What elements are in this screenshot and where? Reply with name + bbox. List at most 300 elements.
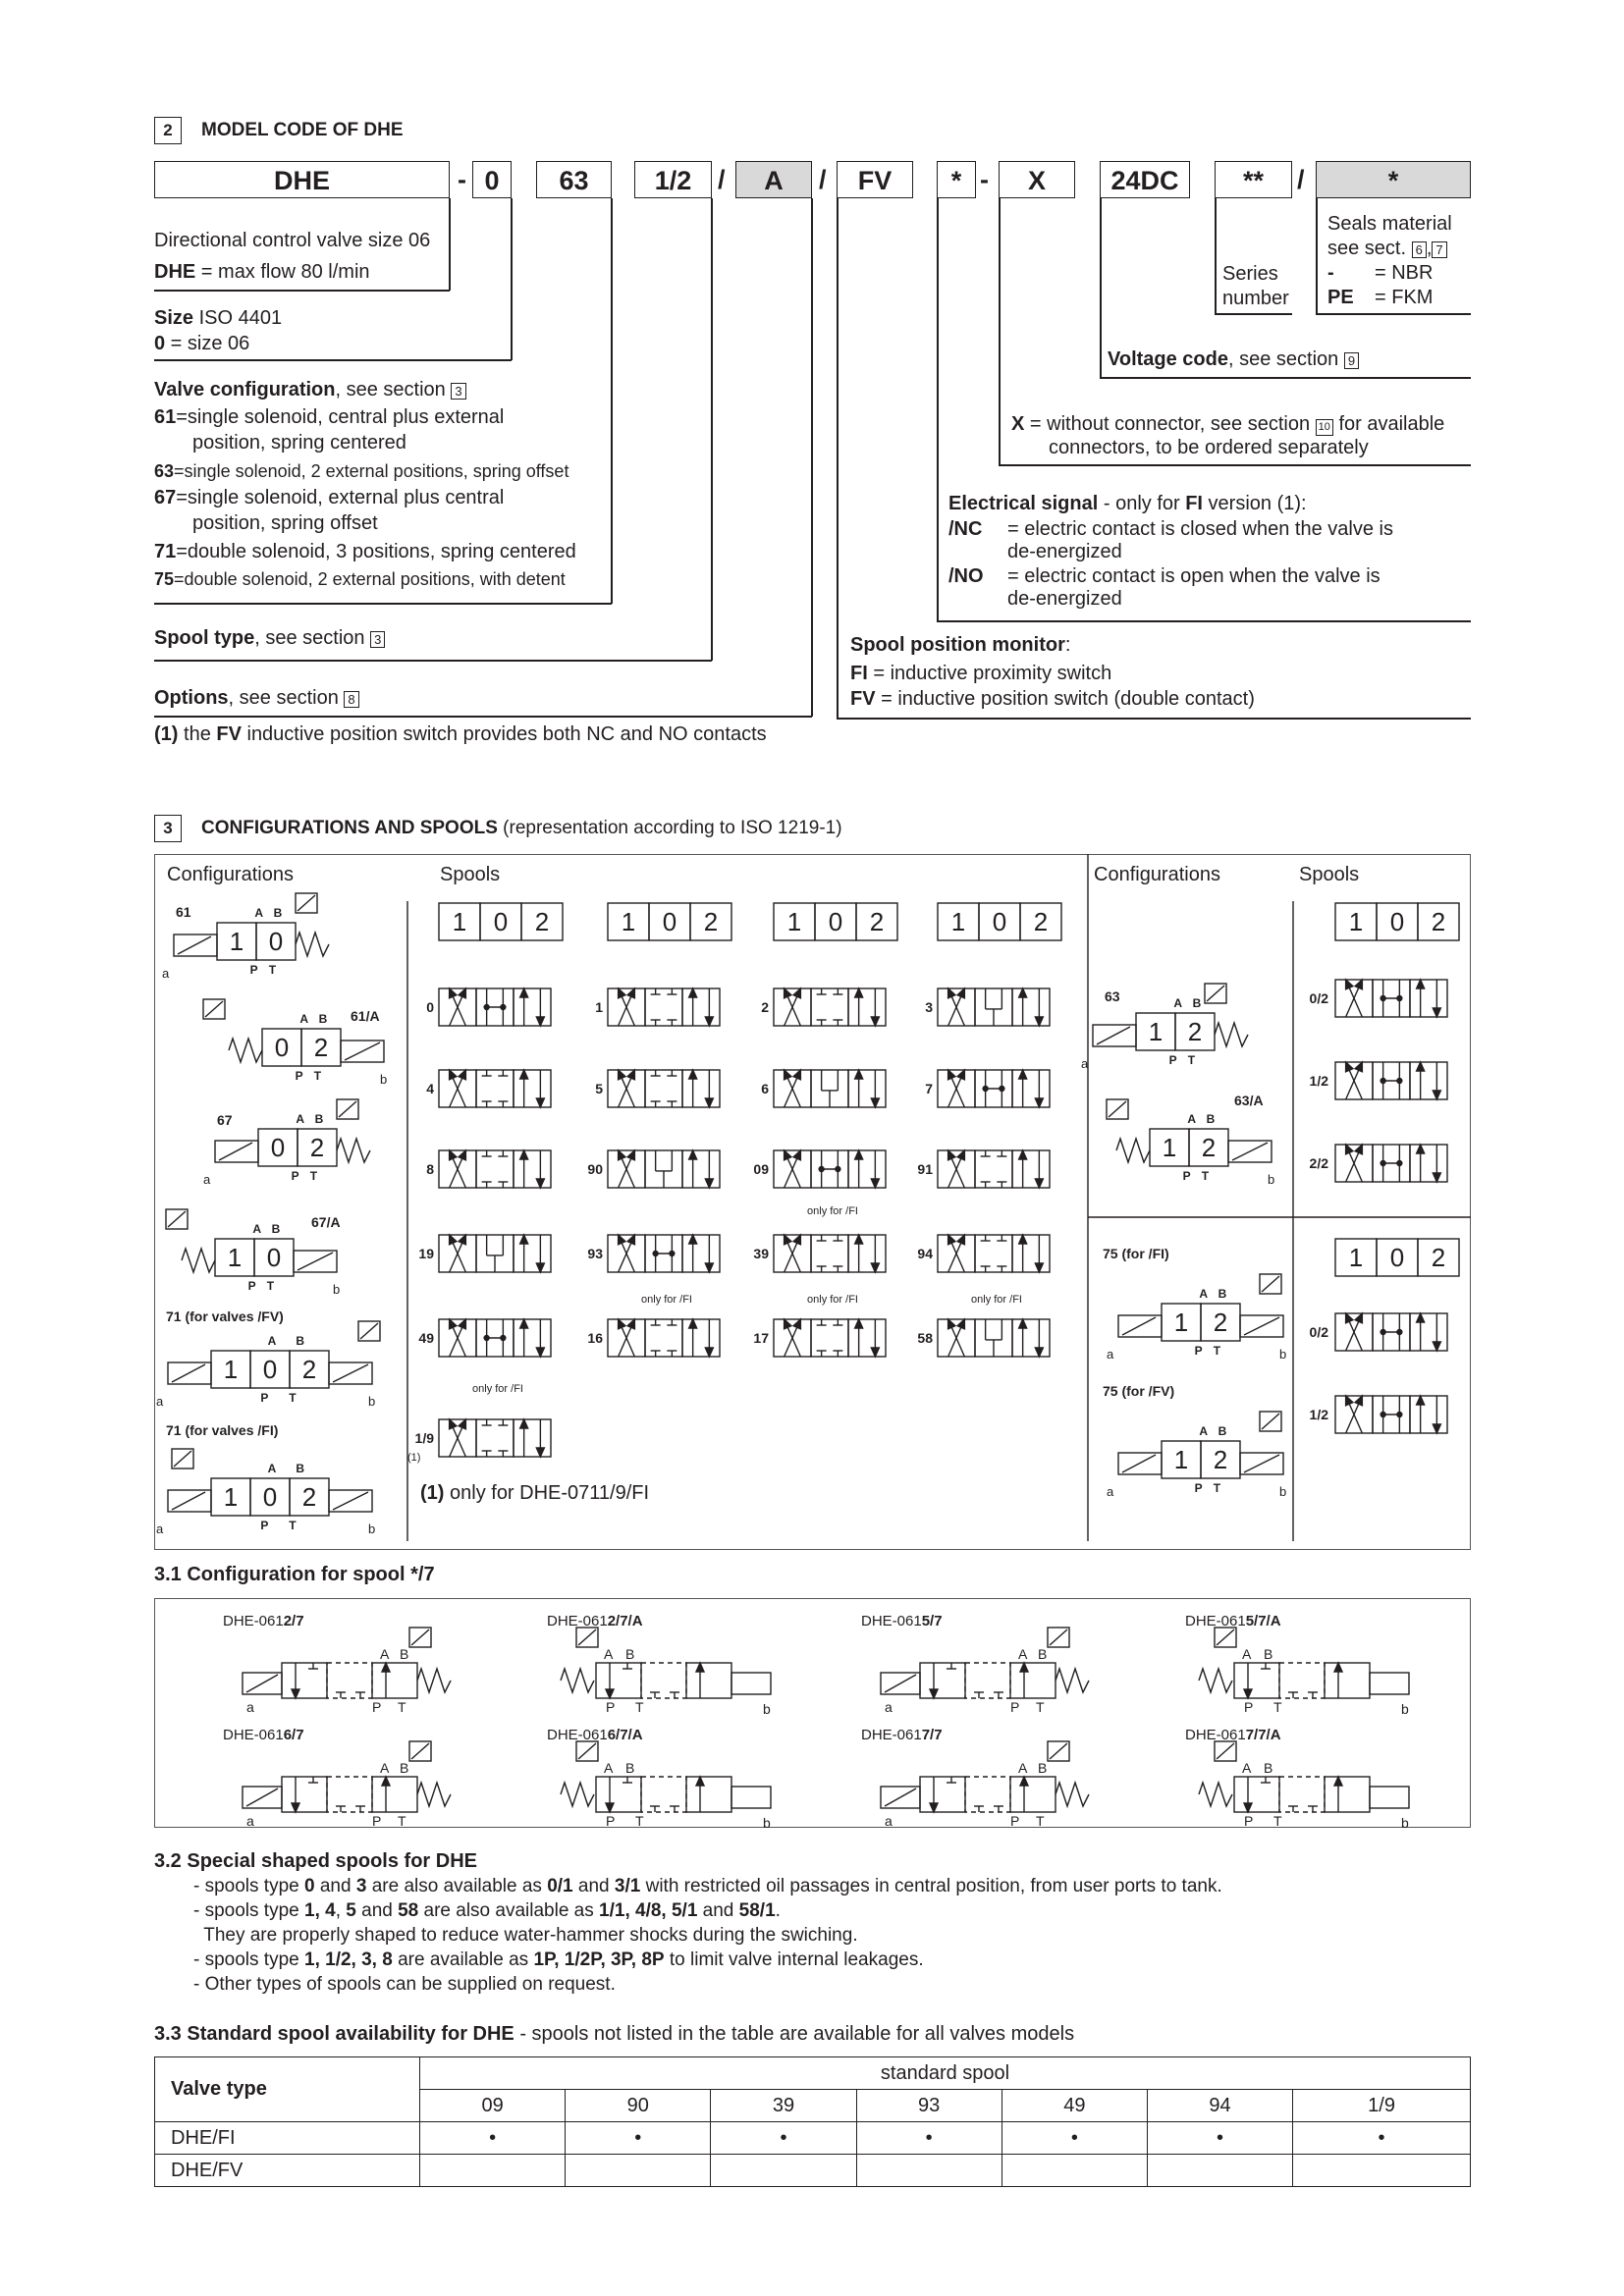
port-label-p: P [372, 1699, 382, 1715]
spool-square [848, 1319, 886, 1357]
spring-icon [1199, 1783, 1232, 1806]
availability-cell: • [711, 2122, 856, 2155]
config-label-75-fv: 75 (for /FV) [1103, 1383, 1175, 1399]
only-for-fi-note: only for /FI [807, 1294, 858, 1306]
spool-16 [608, 1319, 720, 1357]
code-box-monitor: FV [837, 161, 913, 198]
spool-code-3: 3 [925, 999, 933, 1015]
signal-no: /NO = electric contact is open when the valve is [948, 565, 1380, 587]
signal-nc: /NC = electric contact is closed when the valve is [948, 518, 1393, 540]
port-label-B: B [1264, 1646, 1273, 1662]
spool-position-monitor-heading: Spool position monitor: [850, 634, 1071, 656]
arrow-head [1334, 1777, 1342, 1786]
code-box-voltage: 24DC [1100, 161, 1190, 198]
arrow-head [785, 988, 791, 998]
port-label-a: a [1081, 1056, 1089, 1071]
switch-diagonal [168, 1211, 186, 1227]
position-label: 1 [1162, 1133, 1177, 1162]
spool-square [1410, 1062, 1447, 1099]
spool-code-1: 1 [595, 999, 603, 1015]
spring-icon [229, 1039, 262, 1062]
spring-icon [1199, 1669, 1232, 1692]
code-separator: / [718, 165, 726, 194]
code-box-connector: X [999, 161, 1075, 198]
position-label: 1 [1173, 1308, 1189, 1337]
arrow-head [459, 1070, 465, 1080]
spool-09 [774, 1150, 886, 1188]
section-title-model-code: MODEL CODE OF DHE [201, 120, 404, 140]
spool-type-heading: Spool type, see section 3 [154, 626, 385, 650]
spool-square [920, 1663, 965, 1698]
port-label-p: P [1168, 1053, 1177, 1067]
junction [653, 1252, 658, 1256]
arrow-head [689, 1235, 697, 1244]
port-label-b: b [763, 1815, 771, 1828]
arrow-head [1244, 1803, 1252, 1812]
switch-diagonal [578, 1629, 596, 1645]
port-label-B: B [400, 1760, 409, 1776]
spool-square [596, 1777, 641, 1812]
spool-code-49: 49 [418, 1330, 434, 1346]
port-label-a: a [246, 1699, 254, 1715]
arrow-head [1035, 1348, 1043, 1357]
port-label-p: P [606, 1813, 616, 1828]
code-box-option: A [735, 161, 812, 198]
port-label-B: B [296, 1334, 305, 1348]
position-label: 0 [493, 907, 509, 936]
arrow-head [1019, 988, 1027, 997]
series-label-2: number [1222, 288, 1289, 309]
arrow-head [871, 1263, 879, 1272]
port-label-B: B [400, 1646, 409, 1662]
port-label-B: B [1264, 1760, 1273, 1776]
spool-square [514, 1070, 551, 1107]
monitor-fi: FI = inductive proximity switch [850, 663, 1112, 684]
port-label-B: B [1218, 1287, 1227, 1301]
arrow-head [536, 1098, 544, 1107]
port-label-a: a [885, 1813, 893, 1828]
spool-1/9 [439, 1419, 551, 1457]
arrow-head [619, 1319, 625, 1329]
options-heading: Options, see section 8 [154, 686, 359, 710]
arrow-head [705, 1348, 713, 1357]
spool7-symbol [881, 1628, 1089, 1715]
port-label-A: A [252, 1222, 262, 1236]
port-label-t: T [1201, 1169, 1210, 1183]
spool-code-1/9: 1/9 [414, 1430, 434, 1446]
arrow-head [459, 1235, 465, 1245]
port-label-b: b [380, 1072, 388, 1087]
position-label: 1 [621, 907, 636, 936]
junction [1380, 1330, 1385, 1335]
arrow-head [785, 1319, 791, 1329]
arrow-head [948, 1235, 955, 1245]
port-label-A: A [380, 1646, 390, 1662]
spool-4 [439, 1070, 551, 1107]
junction [501, 1005, 506, 1010]
spring-icon [561, 1783, 594, 1806]
spool7-symbol [881, 1741, 1089, 1828]
actuator-diagonal [298, 1253, 333, 1270]
arrow-head [696, 1777, 704, 1786]
port-label-A: A [267, 1462, 277, 1475]
valve-type-cell: DHE/FV [155, 2155, 420, 2187]
spool-square [282, 1777, 327, 1812]
spool-8 [439, 1150, 551, 1188]
arrow-head [536, 1017, 544, 1026]
config-label-67: 67 [217, 1112, 233, 1128]
spool-square [1410, 980, 1447, 1017]
switch-diagonal [1207, 986, 1224, 1001]
spool-column-header-2 [608, 903, 731, 940]
switch-diagonal [1109, 1101, 1126, 1117]
arrow-head [382, 1663, 390, 1672]
port-label-t: T [309, 1169, 318, 1183]
port-label-b: b [1279, 1347, 1287, 1362]
arrow-head [957, 1235, 964, 1245]
left-configurations-label: Configurations [167, 864, 294, 885]
code-box-config: 63 [536, 161, 612, 198]
spool7-symbol [243, 1741, 451, 1828]
port-label-t: T [1273, 1813, 1282, 1828]
actuator-diagonal [345, 1042, 380, 1060]
availability-cell [566, 2155, 711, 2187]
port-label-a: a [885, 1699, 893, 1715]
port-label-B: B [1192, 996, 1202, 1010]
position-label: 1 [229, 927, 244, 956]
spring-icon [417, 1783, 451, 1806]
arrow-head [705, 1098, 713, 1107]
spool-square [1010, 1663, 1056, 1698]
switch-diagonal [1217, 1743, 1234, 1759]
arrow-head [520, 1235, 528, 1244]
availability-cell: • [420, 2122, 566, 2155]
junction [1380, 1161, 1385, 1166]
arrow-head [785, 1150, 791, 1160]
availability-cell [856, 2155, 1001, 2187]
spool-square-dashed [641, 1663, 686, 1698]
arrow-head [871, 1098, 879, 1107]
arrow-head [382, 1777, 390, 1786]
port-label-t: T [1187, 1053, 1196, 1067]
availability-cell [1293, 2155, 1471, 2187]
spool-column-header: 90 [566, 2090, 711, 2122]
size-description: Size ISO 4401 [154, 307, 283, 329]
port-label-b: b [1279, 1484, 1287, 1499]
spool-2/2 [1335, 1145, 1447, 1182]
spool-square [848, 988, 886, 1026]
spool-94 [938, 1235, 1050, 1272]
spool-column-header-4 [938, 903, 1061, 940]
spool-square [686, 1663, 731, 1698]
spool-code-39: 39 [753, 1246, 769, 1261]
spool-column-header: 1/9 [1293, 2090, 1471, 2122]
spring-icon [417, 1669, 451, 1692]
config-67-line2: position, spring offset [192, 512, 378, 534]
switch-diagonal [1262, 1276, 1279, 1292]
port-label-B: B [1038, 1760, 1048, 1776]
arrow-head [1433, 1008, 1440, 1017]
section32-item: - Other types of spools can be supplied on request. [193, 1974, 616, 1995]
actuator-diagonal [172, 1364, 205, 1382]
config-label-71-fi: 71 (for valves /FI) [166, 1422, 279, 1438]
switch-diagonal [298, 895, 315, 911]
spool7-label: DHE-0612/7 [223, 1613, 304, 1629]
junction [836, 1167, 840, 1172]
junction [501, 1336, 506, 1341]
arrow-head [948, 1319, 955, 1329]
section32-item: They are properly shaped to reduce water-hammer shocks during the swiching. [193, 1925, 858, 1946]
code-box-size: 0 [472, 161, 512, 198]
port-label-p: P [247, 1279, 256, 1293]
arrow-head [627, 988, 634, 998]
port-label-b: b [1401, 1815, 1409, 1828]
spool-square-dashed [327, 1663, 372, 1698]
actuator-diagonal [246, 1789, 278, 1806]
arrow-head [627, 1070, 634, 1080]
spool-square [682, 1319, 720, 1357]
switch-diagonal [360, 1323, 378, 1339]
arrow-head [627, 1150, 634, 1160]
spool-17 [774, 1319, 886, 1357]
port-label-A: A [1173, 996, 1183, 1010]
arrow-head [1355, 1145, 1362, 1154]
arrow-head [459, 1419, 465, 1429]
arrow-head [871, 1017, 879, 1026]
port-label-t: T [398, 1699, 406, 1715]
monitor-fv: FV = inductive position switch (double contact) [850, 688, 1255, 710]
port-label-A: A [1187, 1112, 1197, 1126]
port-label-a: a [203, 1172, 211, 1187]
arrow-head [1433, 1173, 1440, 1182]
config-label-71-fv: 71 (for valves /FV) [166, 1308, 284, 1324]
position-label: 1 [1148, 1017, 1164, 1046]
spool-square [682, 1150, 720, 1188]
position-label: 0 [828, 907, 843, 936]
spool-code-90: 90 [587, 1161, 603, 1177]
port-label-p: P [1010, 1813, 1020, 1828]
arrow-head [785, 1235, 791, 1245]
port-label-t: T [313, 1069, 322, 1083]
spool-square-dashed [641, 1777, 686, 1812]
arrow-head [1417, 1062, 1425, 1071]
junction [1397, 1330, 1402, 1335]
arrow-head [450, 1150, 457, 1160]
config-label-61a: 61/A [351, 1008, 380, 1024]
arrow-head [1346, 1313, 1353, 1323]
spool-90 [608, 1150, 720, 1188]
spool-code-5: 5 [595, 1081, 603, 1096]
arrow-head [536, 1448, 544, 1457]
junction [1397, 996, 1402, 1001]
spool-code-1/2: 1/2 [1309, 1407, 1328, 1422]
spool-availability-table [154, 2056, 1471, 2187]
junction [670, 1252, 675, 1256]
spool-0/2 [1335, 980, 1447, 1017]
spool-square [920, 1777, 965, 1812]
arrow-head [536, 1348, 544, 1357]
only-for-fi-note: only for /FI [807, 1205, 858, 1217]
spool-1 [608, 988, 720, 1026]
spool-square [848, 1070, 886, 1107]
port-label-t: T [268, 963, 277, 977]
switch-diagonal [1262, 1414, 1279, 1429]
switch-diagonal [411, 1629, 429, 1645]
only-for-fi-note: only for /FI [472, 1383, 523, 1395]
junction [484, 1005, 489, 1010]
position-label: 1 [1348, 907, 1364, 936]
spool-code-0/2: 0/2 [1309, 990, 1328, 1006]
arrow-head [1417, 980, 1425, 988]
arrow-head [855, 1070, 863, 1079]
position-label: 0 [274, 1033, 290, 1062]
arrow-head [606, 1803, 614, 1812]
config-67: 67=single solenoid, external plus central [154, 487, 505, 508]
spring-icon [1056, 1669, 1089, 1692]
arrow-head [1244, 1689, 1252, 1698]
port-label-p: P [295, 1069, 303, 1083]
only-for-fi-note: only for /FI [971, 1294, 1022, 1306]
arrow-head [619, 1235, 625, 1245]
section31-diagram [154, 1598, 1471, 1828]
position-label: 1 [1348, 1243, 1364, 1272]
switch-diagonal [1217, 1629, 1234, 1645]
arrow-head [627, 1319, 634, 1329]
spool-code-94: 94 [917, 1246, 933, 1261]
position-label: 2 [1201, 1133, 1217, 1162]
arrow-head [459, 1150, 465, 1160]
switch-diagonal [1050, 1743, 1067, 1759]
section31-title: 3.1 Configuration for spool */7 [154, 1564, 435, 1585]
port-label-p: P [1182, 1169, 1191, 1183]
port-label-b: b [368, 1522, 376, 1536]
arrow-head [957, 988, 964, 998]
spool-square-dashed [965, 1663, 1010, 1698]
right-spools-label: Spools [1299, 864, 1360, 885]
actuator-diagonal [1244, 1455, 1279, 1472]
availability-cell: • [566, 2122, 711, 2155]
arrow-head [1433, 1424, 1440, 1433]
spool-3 [938, 988, 1050, 1026]
connector-x: X = without connector, see section 10 for available [1011, 413, 1445, 435]
spool-square [1325, 1777, 1370, 1812]
arrow-head [1035, 1179, 1043, 1188]
config-71-fv [156, 1321, 380, 1409]
arrow-head [1346, 1145, 1353, 1154]
port-label-a: a [162, 966, 170, 981]
electrical-signal-heading: Electrical signal - only for FI version (1): [948, 493, 1307, 514]
port-label-A: A [1242, 1646, 1252, 1662]
junction [983, 1087, 988, 1092]
spool-code-2/2: 2/2 [1309, 1155, 1328, 1171]
port-label-b: b [368, 1394, 376, 1409]
config-label-75-fi: 75 (for /FI) [1103, 1246, 1169, 1261]
port-label-b: b [333, 1282, 341, 1297]
port-label-A: A [380, 1760, 390, 1776]
spool-square [514, 988, 551, 1026]
spool7-symbol [1199, 1741, 1409, 1828]
arrow-head [793, 1319, 800, 1329]
arrow-head [459, 988, 465, 998]
spool-code-1/2: 1/2 [1309, 1073, 1328, 1089]
spool-93 [608, 1235, 720, 1272]
config-63: 63=single solenoid, 2 external positions, spring offset [154, 461, 569, 481]
spool-column-header: 49 [1001, 2090, 1147, 2122]
spool-square [682, 988, 720, 1026]
switch-diagonal [339, 1101, 356, 1117]
port-label-p: P [1010, 1699, 1020, 1715]
arrow-head [705, 1263, 713, 1272]
spool-code-6: 6 [761, 1081, 769, 1096]
arrow-head [689, 988, 697, 997]
switch-diagonal [205, 1001, 223, 1017]
spool-square [514, 1319, 551, 1357]
voltage-code-heading: Voltage code, see section 9 [1108, 347, 1359, 371]
arrow-head [606, 1689, 614, 1698]
port-label-A: A [1018, 1646, 1028, 1662]
availability-cell: • [1293, 2122, 1471, 2155]
position-label: 1 [1173, 1445, 1189, 1474]
position-label: 0 [662, 907, 677, 936]
spool-code-91: 91 [917, 1161, 933, 1177]
spool-square [686, 1777, 731, 1812]
spool-code-7: 7 [925, 1081, 933, 1096]
port-label-A: A [604, 1760, 614, 1776]
port-label-B: B [314, 1112, 324, 1126]
arrow-head [1035, 1098, 1043, 1107]
section3-footnote: (1) only for DHE-0711/9/FI [420, 1482, 650, 1504]
port-label-A: A [1199, 1287, 1209, 1301]
spool7-symbol [561, 1628, 771, 1717]
spool-code-58: 58 [917, 1330, 933, 1346]
port-label-p: P [291, 1169, 299, 1183]
position-label: 1 [223, 1355, 239, 1384]
port-label-B: B [1218, 1424, 1227, 1438]
junction [1000, 1087, 1004, 1092]
section32-item: - spools type 1, 4, 5 and 58 are also available as 1/1, 4/8, 5/1 and 58/1. [193, 1900, 781, 1921]
spool-column-header: 09 [420, 2090, 566, 2122]
spool-code-93: 93 [587, 1246, 603, 1261]
port-label-t: T [635, 1699, 644, 1715]
actuator [731, 1673, 771, 1694]
arrow-head [536, 1179, 544, 1188]
port-label-p: P [260, 1519, 269, 1532]
actuator-diagonal [1232, 1143, 1268, 1160]
seals-see-section: see sect. 6 , 7 [1327, 237, 1447, 260]
arrow-head [948, 988, 955, 998]
position-label: 0 [268, 927, 284, 956]
dhe-description: DHE = max flow 80 l/min [154, 261, 370, 283]
position-label: 1 [786, 907, 802, 936]
actuator-diagonal [172, 1492, 205, 1510]
port-label-p: P [606, 1699, 616, 1715]
arrow-head [1433, 1342, 1440, 1351]
spool-square [596, 1663, 641, 1698]
spool7-label: DHE-0615/7 [861, 1613, 943, 1629]
port-label-p: P [1244, 1813, 1254, 1828]
spring-icon [1116, 1139, 1150, 1162]
junction [819, 1167, 824, 1172]
actuator [1370, 1673, 1409, 1694]
availability-cell [1147, 2155, 1292, 2187]
arrow-head [520, 1419, 528, 1428]
spool-square [1012, 1150, 1050, 1188]
spool-58 [938, 1319, 1050, 1357]
section33-title: 3.3 Standard spool availability for DHE - spools not listed in the table are available for all valves models [154, 2023, 1075, 2045]
spool-square [848, 1150, 886, 1188]
availability-cell [1001, 2155, 1147, 2187]
arrow-head [689, 1070, 697, 1079]
